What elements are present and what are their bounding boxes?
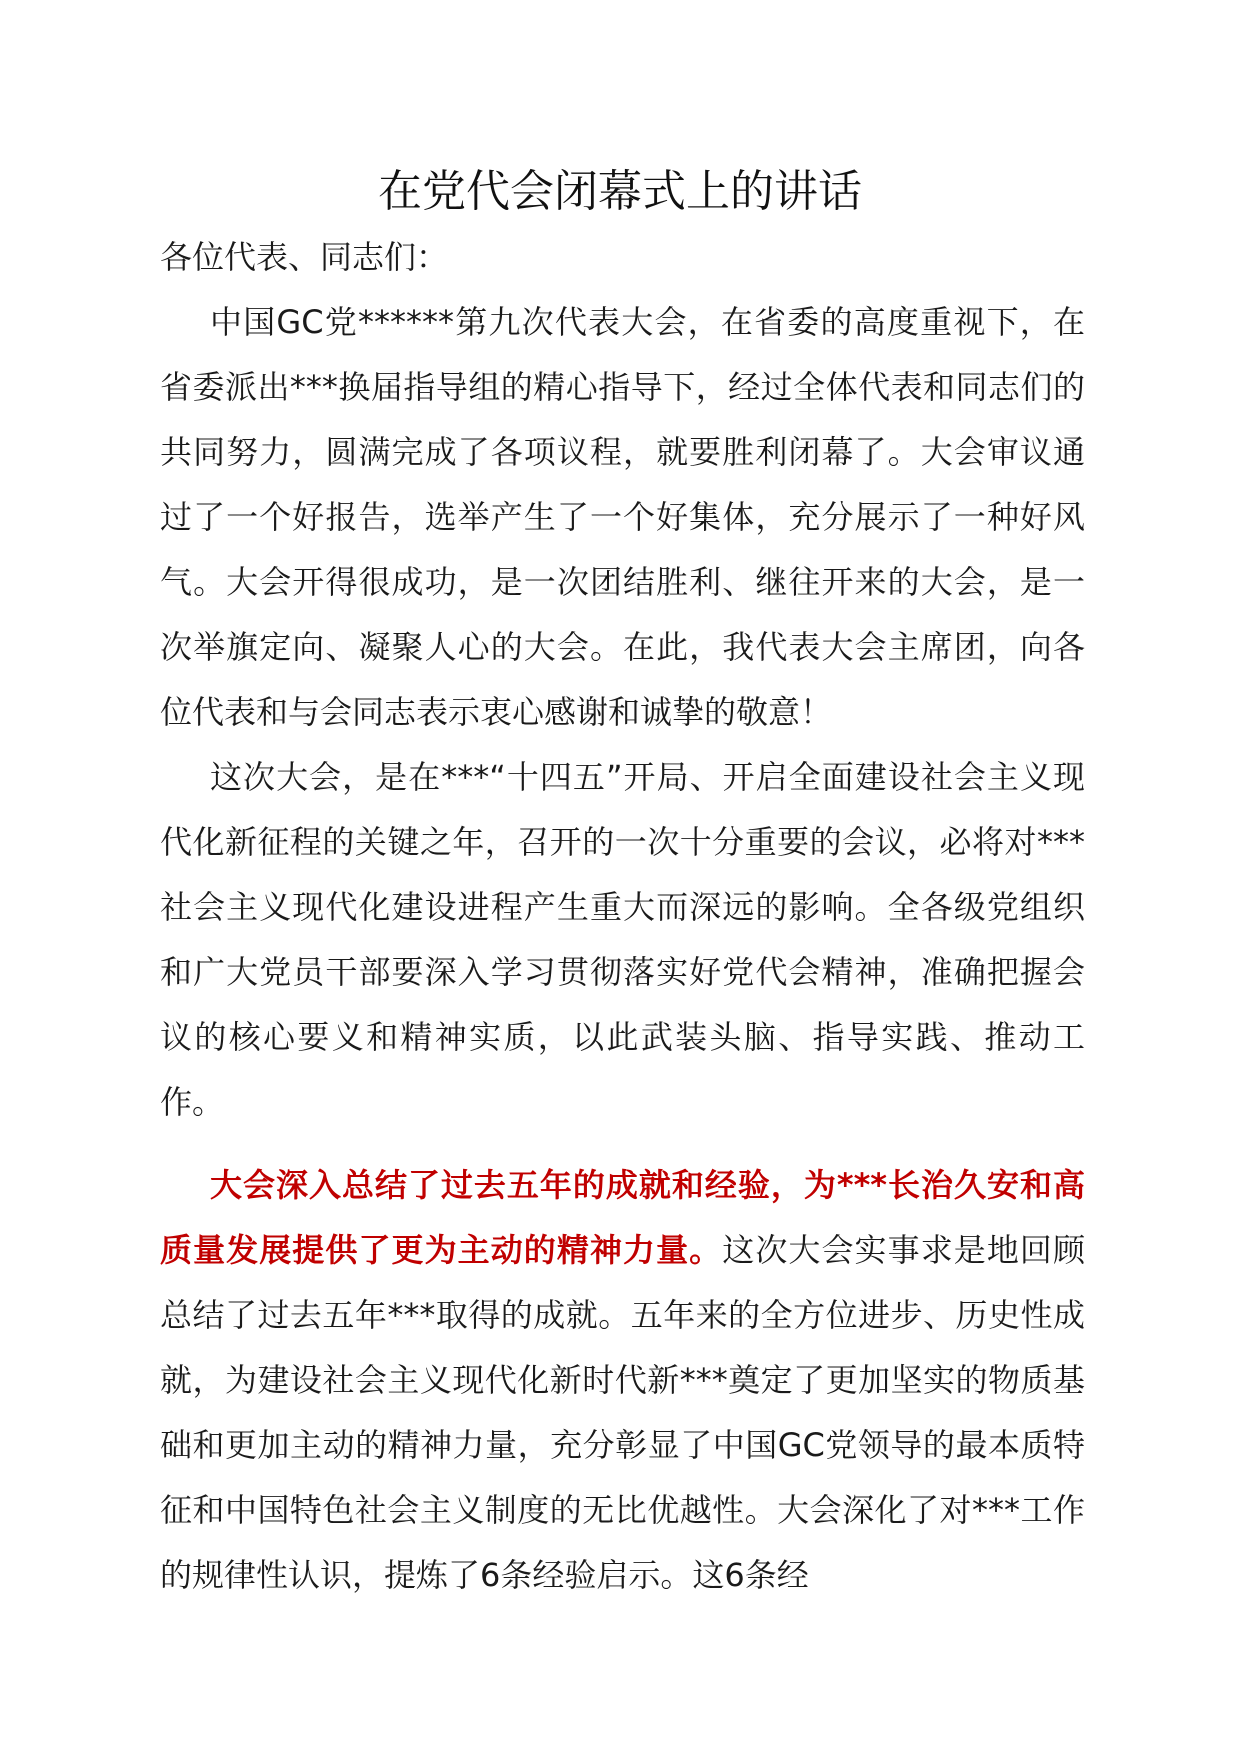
highlighted-lead-sentence: 大会深入总结了过去五年的成就和经验，为***长治久安和高质量发展提供了更为主动的精神力量。 [160,1166,1085,1269]
document-title: 在党代会闭幕式上的讲话 [378,166,862,217]
paragraph-3 [160,1153,1085,1608]
paragraph-1: 中国GC党******第九次代表大会，在省委的高度重视下，在省委派出***换届指导组的精心指导下，经过全体代表和同志们的共同努力，圆满完成了各项议程，就要胜利闭幕了。大会审议通过了一个好报告，选举产生了一个好集体，充分展示了一种好风气。大会开得很成功，是一次团结胜利、继往开来的大会，是一次举旗定向、凝聚人心的大会。在此，我代表大会主席团，向各位代表和与会同志表示衷心感谢和诚挚的敬意！ [160,303,1085,731]
document-body [160,225,1085,1608]
salutation: 各位代表、同志们： [160,238,449,276]
paragraph-2: 这次大会，是在***“十四五”开局、开启全面建设社会主义现代化新征程的关键之年，召开的一次十分重要的会议，必将对***社会主义现代化建设进程产生重大而深远的影响。全各级党组织和广大党员干部要深入学习贯彻落实好党代会精神，准确把握会议的核心要义和精神实质，以此武装头脑、指导实践、推动工作。 [160,758,1085,1121]
paragraph-3-text: 这次大会实事求是地回顾总结了过去五年***取得的成就。五年来的全方位进步、历史性成就，为建设社会主义现代化新时代新***奠定了更加坚实的物质基础和更加主动的精神力量，充分彰显了中国GC党领导的最本质特征和中国特色社会主义制度的无比优越性。大会深化了对***工作的规律性认识，提炼了6条经验启示。这6条经 [160,1231,1085,1594]
